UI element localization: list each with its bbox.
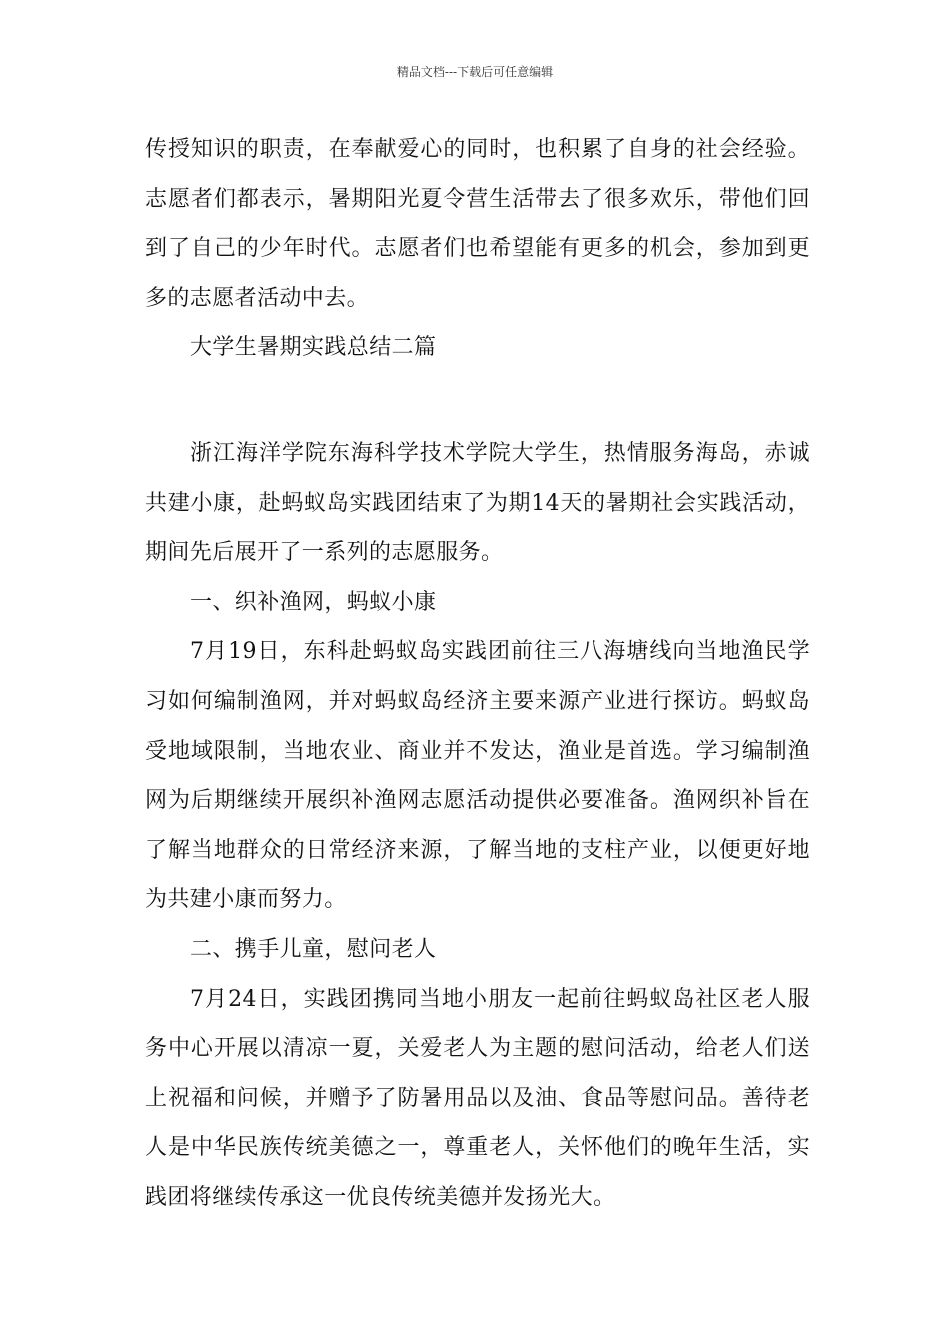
page-header: 精品文档---下载后可任意编辑 [396,65,554,79]
subheading-elderly-visit: 二、携手儿童，慰问老人 [190,936,437,962]
blank-line [145,373,810,429]
document-body [145,125,810,1222]
paragraph-elderly-visit: 7月24日，实践团携同当地小朋友一起前往蚂蚁岛社区老人服务中心开展以清凉一夏，关爱老人为主题的慰问活动，给老人们送上祝福和问候，并赠予了防暑用品以及油、食品等慰问品。善待老人是中华民族传统美德之一，尊重老人，关怀他们的晚年生活，实践团将继续传承这一优良传统美德并发扬光大。 [145,986,810,1210]
subheading-fishing-nets: 一、织补渔网，蚂蚁小康 [190,589,437,615]
section-title: 大学生暑期实践总结二篇 [190,335,437,361]
paragraph-intro: 浙江海洋学院东海科学技术学院大学生，热情服务海岛，赤诚共建小康，赴蚂蚁岛实践团结束了为期14天的暑期社会实践活动，期间先后展开了一系列的志愿服务。 [145,440,810,566]
paragraph-continuation: 传授知识的职责，在奉献爱心的同时，也积累了自身的社会经验。志愿者们都表示，暑期阳光夏令营生活带去了很多欢乐，带他们回到了自己的少年时代。志愿者们也希望能有更多的机会，参加到更多的志愿者活动中去。 [145,137,810,311]
paragraph-fishing-nets: 7月19日，东科赴蚂蚁岛实践团前往三八海塘线向当地渔民学习如何编制渔网，并对蚂蚁岛经济主要来源产业进行探访。蚂蚁岛受地域限制，当地农业、商业并不发达，渔业是首选。学习编制渔网为后期继续开展织补渔网志愿活动提供必要准备。渔网织补旨在了解当地群众的日常经济来源，了解当地的支柱产业，以便更好地为共建小康而努力。 [145,639,810,913]
